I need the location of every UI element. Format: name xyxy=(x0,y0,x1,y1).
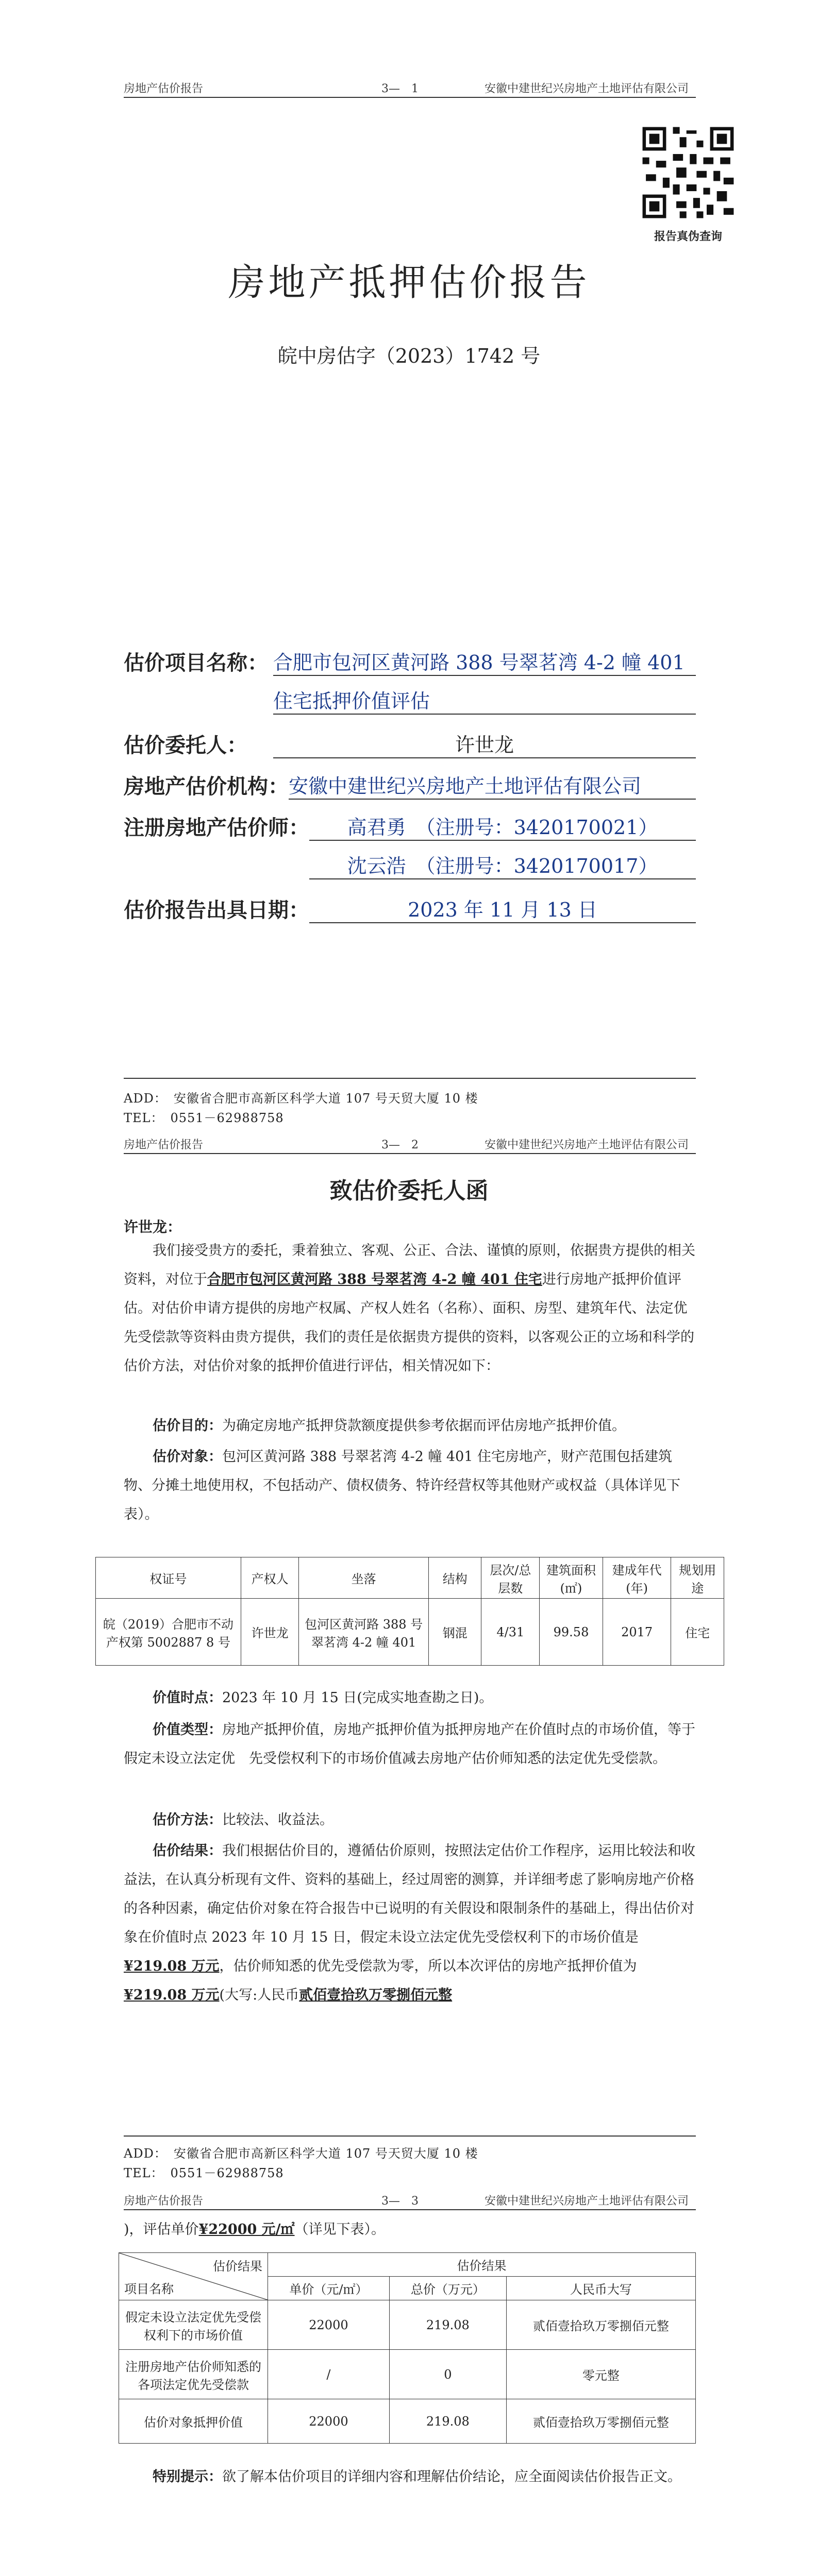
appraiser-1: 高君勇 （注册号：3420170021） xyxy=(309,811,696,841)
table-cell: 包河区黄河路 388 号翠茗湾 4-2 幢 401 xyxy=(299,1599,429,1666)
result-table xyxy=(119,2252,696,2444)
table-header: 规划用途 xyxy=(671,1557,724,1599)
footer-address: ADD： 安徽省合肥市高新区科学大道 107 号天贸大厦 10 楼 xyxy=(124,2146,478,2161)
header-left: 房地产估价报告 xyxy=(124,82,204,95)
property-address: 合肥市包河区黄河路 388 号翠茗湾 4-2 幢 401 住宅 xyxy=(207,1272,542,1287)
footer-rule xyxy=(124,2136,696,2137)
header-right: 安徽中建世纪兴房地产土地评估有限公司 xyxy=(485,82,689,95)
table-cell: 皖（2019）合肥市不动产权第 5002887 8 号 xyxy=(96,1599,241,1666)
table-header: 层次/总层数 xyxy=(481,1557,540,1599)
letter-title: 致估价委托人函 xyxy=(329,1178,489,1204)
table-cell: 注册房地产估价师知悉的各项法定优先受偿款 xyxy=(119,2350,268,2399)
corner-top: 估价结果 xyxy=(212,2259,262,2274)
table-cell: 22000 xyxy=(268,2300,389,2350)
project-label: 估价项目名称： xyxy=(124,651,268,675)
table-header: 产权人 xyxy=(241,1557,298,1599)
project-value-line2: 住宅抵押价值评估 xyxy=(273,685,696,715)
qr-code-icon[interactable] xyxy=(639,124,737,222)
page-number: 3— 2 xyxy=(381,1139,419,1151)
footer-address: ADD： 安徽省合肥市高新区科学大道 107 号天贸大厦 10 楼 xyxy=(124,1091,478,1106)
market-value: ¥219.08 万元 xyxy=(124,1958,220,1974)
appraiser-label: 注册房地产估价师： xyxy=(124,816,309,840)
note-paragraph: 特别提示：欲了解本估价项目的详细内容和理解估价结论，应全面阅读估价报告正文。 xyxy=(153,2469,681,2485)
table-header: 权证号 xyxy=(96,1557,241,1599)
table-corner-cell xyxy=(119,2253,268,2300)
table-header: 总价（万元） xyxy=(389,2277,506,2300)
method-paragraph: 估价方法：比较法、收益法。 xyxy=(153,1812,333,1828)
table-cell: 4/31 xyxy=(481,1599,540,1666)
table-header: 结构 xyxy=(428,1557,481,1599)
purpose-paragraph: 估价目的：为确定房地产抵押贷款额度提供参考依据而评估房地产抵押价值。 xyxy=(153,1418,626,1434)
table-cell: 2017 xyxy=(603,1599,671,1666)
table-cell: 贰佰壹拾玖万零捌佰元整 xyxy=(506,2399,695,2444)
date-value: 2023 年 11 月 13 日 xyxy=(309,894,696,923)
unit-price: ¥22000 元/㎡ xyxy=(198,2222,295,2238)
table-cell: 99.58 xyxy=(540,1599,603,1666)
table-cell: 0 xyxy=(389,2350,506,2399)
result-paragraph: 估价结果：我们根据估价目的，遵循估价原则，按照法定估价工作程序，运用比较法和收益法，在认真分析现有文件、资料的基础上，经过周密的测算，并详细考虑了影响房地产价格的各种因素，确定估价对象在符合报告中已说明的有关假设和限制条件的基础上，得出估价对象在价值时点 2023 年 10 月 15 日，假定未设立法定优先受偿权利下的市场价值是¥219.08 万元，估价师知悉的优先受偿款为零，所以本次评估的房地产抵押价值为¥219.08 万元(大写:人民币贰佰壹拾玖万零捌佰元整 xyxy=(124,1843,695,2003)
salutation: 许世龙： xyxy=(124,1218,182,1235)
table-cell: 假定未设立法定优先受偿权利下的市场价值 xyxy=(119,2300,268,2350)
table-group-header: 估价结果 xyxy=(268,2253,695,2277)
qr-caption: 报告真伪查询 xyxy=(654,230,722,243)
property-table xyxy=(95,1557,724,1666)
mortgage-value: ¥219.08 万元 xyxy=(124,1987,220,2003)
table-cell: 估价对象抵押价值 xyxy=(119,2399,268,2444)
project-value-line1: 合肥市包河区黄河路 388 号翠茗湾 4-2 幢 401 xyxy=(273,647,696,676)
table-header: 人民币大写 xyxy=(506,2277,695,2300)
page-number: 3— 3 xyxy=(381,2195,419,2208)
table-cell: / xyxy=(268,2350,389,2399)
table-header: 单价（元/㎡） xyxy=(268,2277,389,2300)
report-title: 房地产抵押估价报告 xyxy=(228,261,590,304)
header-left: 房地产估价报告 xyxy=(124,2195,204,2208)
header-right: 安徽中建世纪兴房地产土地评估有限公司 xyxy=(485,2195,689,2208)
table-header: 建成年代(年) xyxy=(603,1557,671,1599)
header-rule xyxy=(124,2209,696,2210)
header-left: 房地产估价报告 xyxy=(124,1139,204,1151)
footer-phone: TEL： 0551－62988758 xyxy=(124,1111,284,1125)
table-cell: 住宅 xyxy=(671,1599,724,1666)
table-cell: 219.08 xyxy=(389,2399,506,2444)
header-rule xyxy=(124,1153,696,1154)
date-label: 估价报告出具日期： xyxy=(124,898,309,922)
object-paragraph: 估价对象：包河区黄河路 388 号翠茗湾 4-2 幢 401 住宅房地产，财产范围包括建筑物、分摊土地使用权，不包括动产、债权债务、特许经营权等其他财产或权益（具体详见下表）。 xyxy=(124,1449,680,1522)
table-cell: 贰佰壹拾玖万零捌佰元整 xyxy=(506,2300,695,2350)
table-cell: 22000 xyxy=(268,2399,389,2444)
client-label: 估价委托人： xyxy=(124,733,247,757)
agency-label: 房地产估价机构： xyxy=(124,774,289,799)
value-type-paragraph: 价值类型：房地产抵押价值，房地产抵押价值为抵押房地产在价值时点的市场价值，等于假定未设立法定优 先受偿权利下的市场价值减去房地产估价师知悉的法定优先受偿款。 xyxy=(124,1722,695,1767)
table-cell: 219.08 xyxy=(389,2300,506,2350)
table-cell: 钢混 xyxy=(428,1599,481,1666)
table-cell: 许世龙 xyxy=(241,1599,298,1666)
header-rule xyxy=(124,97,696,98)
agency-value: 安徽中建世纪兴房地产土地评估有限公司 xyxy=(289,770,696,800)
page-number: 3— 1 xyxy=(381,82,419,95)
result-paragraph-continued: )，评估单价¥22000 元/㎡（详见下表）。 xyxy=(124,2222,386,2238)
corner-bottom: 项目名称 xyxy=(124,2282,174,2296)
table-header: 坐落 xyxy=(299,1557,429,1599)
value-date-paragraph: 价值时点：2023 年 10 月 15 日(完成实地查勘之日)。 xyxy=(153,1690,493,1706)
footer-phone: TEL： 0551－62988758 xyxy=(124,2166,284,2180)
appraiser-2: 沈云浩 （注册号：3420170017） xyxy=(309,850,696,879)
header-right: 安徽中建世纪兴房地产土地评估有限公司 xyxy=(485,1139,689,1151)
table-header: 建筑面积(㎡) xyxy=(540,1557,603,1599)
intro-paragraph: 我们接受贵方的委托，秉着独立、客观、公正、合法、谨慎的原则，依据贵方提供的相关资料，对位于合肥市包河区黄河路 388 号翠茗湾 4-2 幢 401 住宅进行房地产抵押价值评估。对估价申请方提供的房地产权属、产权人姓名（名称）、面积、房型、建筑年代、法定优先受偿款等资料由贵方提供，我们的责任是依据贵方提供的资料，以客观公正的立场和科学的估价方法，对估价对象的抵押价值进行评估，相关情况如下： xyxy=(124,1243,695,1374)
table-cell: 零元整 xyxy=(506,2350,695,2399)
value-in-words: 贰佰壹拾玖万零捌佰元整 xyxy=(299,1987,453,2003)
client-value: 许世龙 xyxy=(273,729,696,758)
footer-rule xyxy=(124,1078,696,1079)
document-number: 皖中房估字（2023）1742 号 xyxy=(277,345,541,367)
